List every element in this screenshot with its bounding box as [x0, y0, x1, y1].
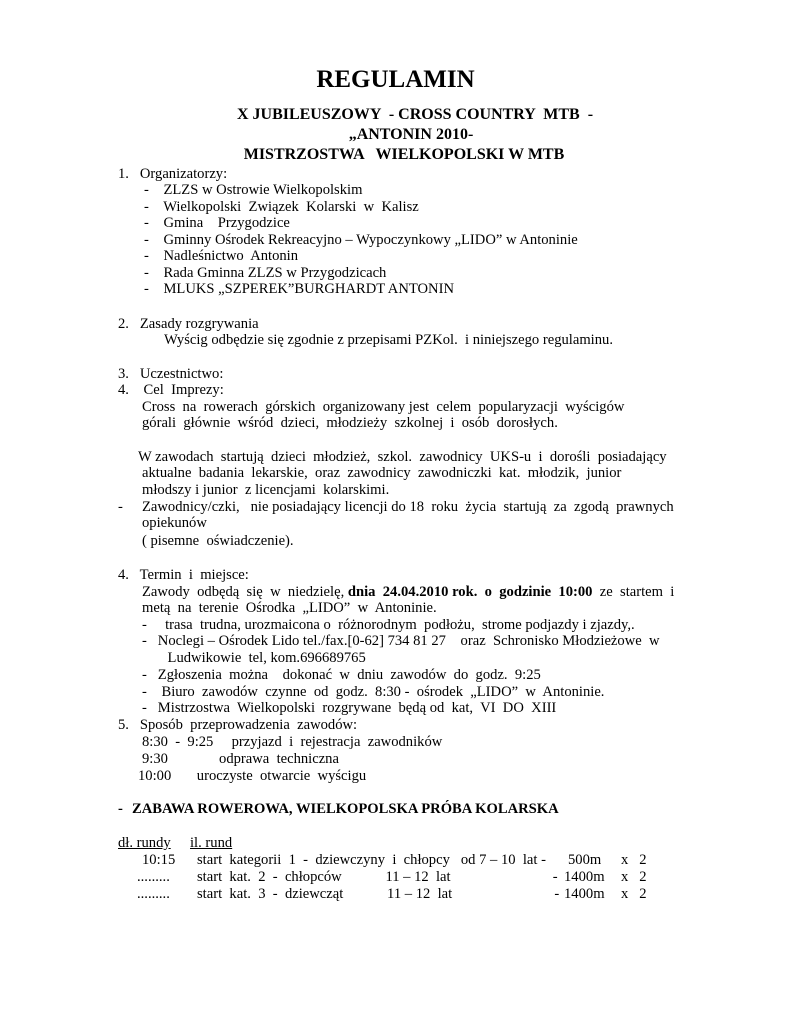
table-header-col1: dł. rundy	[118, 835, 171, 851]
table-cell: 500m	[568, 852, 602, 868]
paragraph-line: W zawodach startują dzieci młodzież, szkol. zawodnicy UKS-u i dorośli posiadający	[138, 449, 667, 465]
table-cell: x 2	[621, 886, 647, 902]
table-cell: 1400m	[564, 886, 605, 902]
table-cell: start kat. 2 - chłopców 11 – 12 lat -	[197, 869, 558, 885]
table-cell: x 2	[621, 869, 647, 885]
event-date: dnia 24.04.2010 rok. o godzinie 10:00	[347, 584, 593, 600]
organizer-item: - Wielkopolski Związek Kolarski w Kalisz	[144, 199, 419, 215]
organizer-item: - Nadleśnictwo Antonin	[144, 248, 299, 264]
info-item: - trasa trudna, urozmaicona o różnorodnym podłożu, strome podjazdy i zjazdy,.	[142, 617, 635, 633]
paragraph-line: opiekunów	[142, 515, 207, 531]
dash-marker: -	[118, 801, 123, 817]
paragraph-line: ( pisemne oświadczenie).	[142, 533, 294, 549]
section-2-heading: 2. Zasady rozgrywania	[118, 316, 259, 332]
info-item: - Zgłoszenia można dokonać w dniu zawodów do godz. 9:25	[142, 667, 541, 683]
dash-marker: -	[118, 499, 123, 515]
subtitle-line-2: „ANTONIN 2010-	[348, 126, 474, 143]
table-cell: .........	[137, 869, 170, 885]
paragraph-line: młodszy i junior z licencjami kolarskimi.	[142, 482, 390, 498]
organizer-item: - ZLZS w Ostrowie Wielkopolskim	[144, 182, 363, 198]
schedule-row: 9:30 odprawa techniczna	[142, 751, 339, 767]
organizer-item: - MLUKS „SZPEREK”BURGHARDT ANTONIN	[144, 281, 454, 297]
table-cell: 10:15	[142, 852, 176, 868]
info-item: - Noclegi – Ośrodek Lido tel./fax.[0-62] 734 81 27 oraz Schronisko Młodzieżowe w	[142, 633, 660, 649]
subtitle-line-1: X JUBILEUSZOWY - CROSS COUNTRY MTB -	[236, 106, 594, 123]
subtitle-line-3: MISTRZOSTWA WIELKOPOLSKI W MTB	[243, 146, 565, 163]
info-item: - Mistrzostwa Wielkopolski rozgrywane będą od kat, VI DO XIII	[142, 700, 557, 716]
section-3-heading: 3. Uczestnictwo:	[118, 366, 224, 382]
section-4-heading: 4. Cel Imprezy:	[118, 382, 224, 398]
section-5-heading: 5. Sposób przeprowadzenia zawodów:	[118, 717, 358, 733]
info-item: - Biuro zawodów czynne od godz. 8:30 - ośrodek „LIDO” w Antoninie.	[142, 684, 605, 700]
paragraph-line: górali głównie wśród dzieci, młodzieży szkolnej i osób dorosłych.	[142, 415, 558, 431]
date-intro: Zawody odbędą się w niedzielę,	[142, 584, 348, 600]
section-2-text: Wyścig odbędzie się zgodnie z przepisami PZKol. i niniejszego regulaminu.	[164, 332, 613, 348]
schedule-row: 8:30 - 9:25 przyjazd i rejestracja zawodników	[142, 734, 443, 750]
table-cell: start kat. 3 - dziewcząt 11 – 12 lat -	[197, 886, 560, 902]
table-cell: start kategorii 1 - dziewczyny i chłopcy od 7 – 10 lat -	[197, 852, 546, 868]
info-item: Ludwikowie tel, kom.696689765	[142, 650, 366, 666]
paragraph-line: Cross na rowerach górskich organizowany jest celem popularyzacji wyścigów	[142, 399, 625, 415]
schedule-row: 10:00 uroczyste otwarcie wyścigu	[138, 768, 367, 784]
organizer-item: - Gminny Ośrodek Rekreacyjno – Wypoczynkowy „LIDO” w Antoninie	[144, 232, 578, 248]
table-header-col2: il. rund	[190, 835, 233, 851]
paragraph-line: Zawodnicy/czki, nie posiadający licencji do 18 roku życia startują za zgodą prawnych	[142, 499, 674, 515]
table-cell: x 2	[621, 852, 647, 868]
organizer-item: - Rada Gminna ZLZS w Przygodzicach	[144, 265, 387, 281]
date-outro: ze startem i	[592, 584, 675, 600]
table-cell: 1400m	[564, 869, 605, 885]
page-title: REGULAMIN	[316, 66, 475, 93]
section-1-heading: 1. Organizatorzy:	[118, 166, 228, 182]
date-line	[142, 584, 674, 601]
section-4b-heading: 4. Termin i miejsce:	[118, 567, 249, 583]
organizer-item: - Gmina Przygodzice	[144, 215, 290, 231]
zabawa-heading: ZABAWA ROWEROWA, WIELKOPOLSKA PRÓBA KOLARSKA	[132, 801, 559, 817]
paragraph-line: aktualne badania lekarskie, oraz zawodnicy zawodniczki kat. młodzik, junior	[142, 465, 622, 481]
table-cell: .........	[137, 886, 170, 902]
paragraph-line: metą na terenie Ośrodka „LIDO” w Antoninie.	[142, 600, 437, 616]
